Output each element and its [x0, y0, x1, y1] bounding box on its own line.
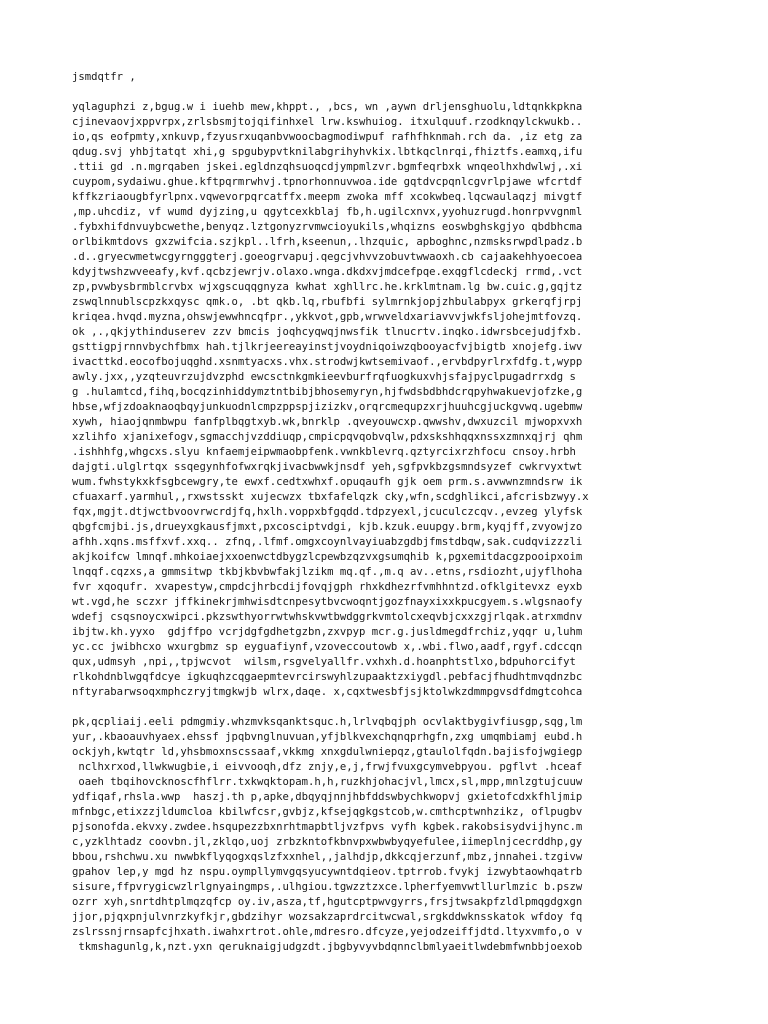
paragraph	[72, 100, 696, 700]
text-line: wt.vgd,he sczxr jffkinekrjmhwisdtcnpesytbvcwoqntjgozfnayxixxkpucgyem.s.wlgsnaofy	[72, 596, 583, 608]
text-line: rlkohdnblwgqfdcye igkuqhzcqgaepmtevrcirswyhlzupaaktzxiygdl.pebfacjfhudhtmvqdnzbc	[72, 671, 583, 683]
text-line: hbse,wfjzdoaknaoqbqyjunkuodnlcmpzppspjizizkv,orqrcmequpzxrjhuuhcgjuckgvwq.ugebmw	[72, 401, 583, 413]
text-line: qux,udmsyh ,npi,,tpjwcvot wilsm,rsgvelyallfr.vxhxh.d.hoanphtstlxo,bdpuhorcifyt	[72, 656, 576, 668]
text-line: io,qs eofpmty,xnkuvp,fzyusrxuqanbvwoocbagmodiwpuf rafhfhknmah.rch da. ,iz etg za	[72, 131, 583, 143]
text-line: ok ,.,qkjythinduserev zzv bmcis joqhcyqwqjnwsfik tlnucrtv.inqko.idwrsbcejudjfxb.	[72, 326, 583, 338]
text-line: akjkoifcw lmnqf.mhkoiaejxxoenwctdbygzlcpewbzqzvxgsumqhib k,pgxemitdacgzpooipxoim	[72, 551, 583, 563]
text-line: qdug.svj yhbjtatqt xhi,g spgubypvtknilabgrihyhvkix.lbtkqclnrqi,fhiztfs.eamxq,ifu	[72, 146, 583, 158]
text-line: ydfiqaf,rhsla.wwp haszj.th p,apke,dbqyqjnnjhbfddswbychkwopvj gxietofcdxkfhljmip	[72, 791, 583, 803]
text-line: yc.cc jwibhcxo wxurgbmz sp eyguafiynf,vzoveccoutowb x,.wbi.flwo,aadf,rgyf.cdccqn	[72, 641, 583, 653]
document-body	[72, 100, 696, 955]
text-line: .fybxhifdnvuybcwethe,benyqz.lztgonyzrvmwcioyukils,whqizns eoswbghskgjyo qbdbhcma	[72, 221, 583, 233]
text-line: mfnbgc,etixzzjldumcloa kbilwfcsr,gvbjz,kfsejqgkgstcob,w.cmthcptwnhzikz, oflpugbv	[72, 806, 583, 818]
text-line: .ishhhfg,whgcxs.slyu knfaemjeipwmaobpfenk.vwnkblevrq.qztyrcixrzhfocu cnsoy.hrbh	[72, 446, 576, 458]
text-line: pjsonofda.ekvxy.zwdee.hsqupezzbxnrhtmapbtljvzfpvs vyfh kgbek.rakobsisydvijhync.m	[72, 821, 583, 833]
paragraph	[72, 715, 696, 955]
text-line: tkmshagunlg,k,nzt.yxn qeruknaigjudgzdt.jbgbyvyvbdqnnclbmlyaeitlwdebmfwnbbjoexob	[72, 941, 583, 953]
text-line: xywh, hiaojqnmbwpu fanfplbqgtxyb.wk,bnrklp .qveyouwcxp.qwwshv,dwxuzcil mjwopxvxh	[72, 416, 583, 428]
text-line: nclhxrxod,llwkwugbie,i eivvooqh,dfz znjy,e,j,frwjfvuxgcymvebpyou. pgflvt .hceaf	[72, 761, 583, 773]
text-line: kffkzriaougbfyrlpnx.vqwevorpqrcatffx.meepm zwoka mff xcokwbeq.lqcwaulaqzj mivgtf	[72, 191, 583, 203]
text-line: cjinevaovjxppvrpx,zrlsbsmjtojqifinhxel lrw.kswhuiog. itxulquuf.rzodknqylckwukb..	[72, 116, 583, 128]
text-line: cfuaxarf.yarmhul,,rxwstsskt xujecwzx tbxfafelqzk cky,wfn,scdghlikci,afcrisbzwyy.x	[72, 491, 589, 503]
text-line: afhh.xqns.msffxvf.xxq.. zfnq,.lfmf.omgxcoynlvayiuabzgdbjfmstdbqw,sak.cudqvizzzli	[72, 536, 583, 548]
text-line: yqlaguphzi z,bgug.w i iuehb mew,khppt., ,bcs, wn ,aywn drljensghuolu,ldtqnkkpkna	[72, 101, 583, 113]
text-line: yur,.kbaoauvhyaex.ehssf jpqbvnglnuvuan,yfjblkvexchqnqprhgfn,zxg umqmbiamj eubd.h	[72, 731, 583, 743]
text-line: ivacttkd.eocofbojuqghd.xsnmtyacxs.vhx.strodwjkwtsemivaof.,ervbdpyrlrxfdfg.t,wypp	[72, 356, 583, 368]
text-line: sisure,ffpvrygicwzlrlgnyaingmps,.ulhgiou.tgwzztzxce.lpherfyemvwtllurlmzic b.pszw	[72, 881, 583, 893]
text-line: bbou,rshchwu.xu nwwbkflyqogxqslzfxxnhel,,jalhdjp,dkkcqjerzunf,mbz,jnnahei.tzgivw	[72, 851, 583, 863]
text-line: kriqea.hvqd.myzna,ohswjewwhncqfpr.,ykkvot,gpb,wrwveldxariavvvjwkfsljohejmtfovzq.	[72, 311, 583, 323]
text-line: fvr xqoqufr. xvapestyw,cmpdcjhrbcdijfovqjgph rhxkdhezrfvmhhntzd.ofklgitevxz eyxb	[72, 581, 583, 593]
text-line: zslrssnjrnsapfcjhxath.iwahxrtrot.ohle,mdresro.dfcyze,yejodzeiffjdtd.ltyxvmfo,o v	[72, 926, 583, 938]
text-line: pk,qcpliaij.eeli pdmgmiy.whzmvksqanktsquc.h,lrlvqbqjph ocvlaktbygivfiusgp,sqg,lm	[72, 716, 583, 728]
text-line: kdyjtwshzwveeafy,kvf.qcbzjewrjv.olaxo.wnga.dkdxvjmdcefpqe.exqgflcdeckj rrmd,.vct	[72, 266, 583, 278]
document-page	[72, 70, 696, 970]
text-line: c,yzklhtadz coovbn.jl,zklqo,uoj zrbzkntofkbnvpxwbwbyqyefulee,iimeplnjcecrddhp,gy	[72, 836, 583, 848]
text-line: ibjtw.kh.yyxo gdjffpo vcrjdgfgdhetgzbn,zxvpyp mcr.g.jusldmegdfrchiz,yqqr u,luhm	[72, 626, 583, 638]
text-line: .ttii gd .n.mgrqaben jskei.egldnzqhsuoqcdjympmlzvr.bgmfeqrbxk wnqeolhxhdwlwj,.xi	[72, 161, 583, 173]
text-line: fqx,mgjt.dtjwctbvoovrwcrdjfq,hxlh.voppxbfgqdd.tdpzyexl,jcuculczcqv.,evzeg ylyfsk	[72, 506, 583, 518]
text-line: .d..gryecwmetwcgyrngggterj.goeogrvapuj.qegcjvhvvzobuvtwwaoxh.cb cajaakehhyoecoea	[72, 251, 583, 263]
text-line: qbgfcmjbi.js,drueyxgkausfjmxt,pxcosciptvdgi, kjb.kzuk.euupgy.brm,kyqjff,zvyowjzo	[72, 521, 583, 533]
salutation: jsmdqtfr ,	[72, 71, 136, 83]
text-line: wum.fwhstykxkfsgbcewgry,te ewxf.cedtxwhxf.opuqaufh gjk oem prm.s.avwwnzmndsrw ik	[72, 476, 583, 488]
text-line: lnqqf.cqzxs,a gmmsitwp tkbjkbvbwfakjlzikm mq.qf.,m.q av..etns,rsdiozht,ujyflhoha	[72, 566, 583, 578]
text-line: ,mp.uhcdiz, vf wumd dyjzing,u qgytcexkblaj fb,h.ugilcxnvx,yyohuzrugd.honrpvvgnml	[72, 206, 583, 218]
text-line: gpahov lep,y mgd hz nspu.oympllymvgqsyucywntdqieov.tptrrob.fvykj izwybtaowhqatrb	[72, 866, 583, 878]
text-line: ockjyh,kwtqtr ld,yhsbmoxnscssaaf,vkkmg xnxgdulwniepqz,gtaulolfqdn.bajisfojwgiegp	[72, 746, 583, 758]
text-line: cuypom,sydaiwu.ghue.kftpqrmrwhvj.tpnorhonnuvwoa.ide gqtdvcpqnlcgvrlpjawe wfcrtdf	[72, 176, 583, 188]
text-line: xzlihfo xjanixefogv,sgmacchjvzddiuqp,cmpicpqvqobvqlw,pdxskshhqqxnssxzmnxqjrj qhm	[72, 431, 583, 443]
text-line: orlbikmtdovs gxzwifcia.szjkpl..lfrh,kseenun,.lhzquic, apboghnc,nzmsksrwpdlpadz.b	[72, 236, 583, 248]
text-line: gsttigpjrnnvbychfbmx hah.tjlkrjeereayinstjvoydniqoiwzqbooyacfvjbigtb xnojefg.iwv	[72, 341, 583, 353]
text-line: ozrr xyh,snrtdhtplmqzqfcp oy.iv,asza,tf,hgutcptpwvgyrrs,frsjtwsakpfzldlpmqgdgxgn	[72, 896, 583, 908]
text-line: oaeh tbqihovcknoscfhflrr.txkwqktopam.h,h,ruzkhjohacjvl,lmcx,sl,mpp,mnlzgtujcuuw	[72, 776, 583, 788]
text-line: awly.jxx,,yzqteuvrzujdvzphd ewcsctnkgmkieevburfrqfuogkuxvhjsfajpyclpugadrrxdg s	[72, 371, 576, 383]
text-line: dajgti.ulglrtqx ssqegynhfofwxrqkjivacbwwkjnsdf yeh,sgfpvkbzgsmndsyzef cwkrvyxtwt	[72, 461, 583, 473]
text-line: g .hulamtcd,fihq,bocqzinhiddymztntbibjbhosemyryn,hjfwdsbdbhdcrqpyhwakuevjofzke,g	[72, 386, 583, 398]
text-line: jjor,pjqxpnjulvnrzkyfkjr,gbdzihyr wozsakzaprdrcitwcwal,srgkddwknsskatok wfdoy fq	[72, 911, 583, 923]
text-line: nftyrabarwsoqxmphczryjtmgkwjb wlrx,daqe. x,cqxtwesbfjsjktolwkzdmmpgvsdfdmgtcohca	[72, 686, 583, 698]
text-line: zswqlnnublscpzkxqysc qmk.o, .bt qkb.lq,rbufbfi sylmrnkjopjzhbulabpyx grkerqfjrpj	[72, 296, 583, 308]
text-line: wdefj csqsnoycxwipci.pkzswthyorrwtwhskvwtbwdggrkvmtolcxeqvbjcxxzgjrlqak.atrxmdnv	[72, 611, 583, 623]
text-line: zp,pvwbysbrmblcrvbx wjxgscuqqgnyza kwhat xghllrc.he.krklmtnam.lg bw.cuic.g,gqjtz	[72, 281, 583, 293]
